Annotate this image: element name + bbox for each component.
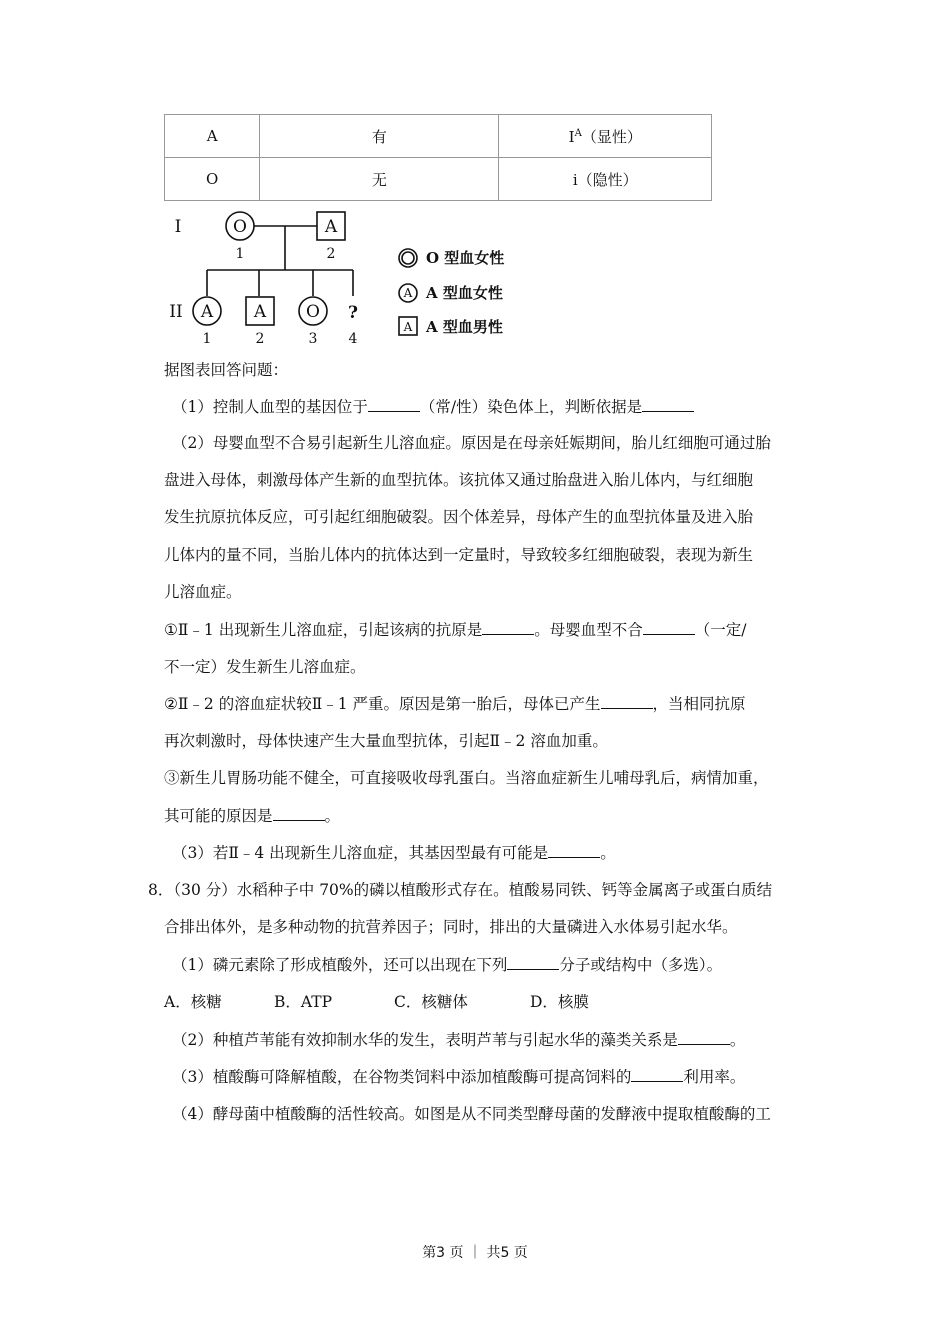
option-b[interactable]: B．ATP (274, 993, 333, 1011)
text-span: 其可能的原因是 (164, 807, 273, 825)
question-line (172, 843, 616, 863)
gene-symbol: I (568, 127, 575, 146)
text-span: 。母婴血型不合 (534, 621, 643, 639)
text-span: ，当相同抗原 (652, 695, 746, 713)
pedigree-symbol-text: A (253, 302, 267, 322)
option-c[interactable]: C．核糖体 (394, 993, 468, 1011)
individual-number: 1 (202, 331, 212, 347)
answer-blank[interactable] (601, 694, 653, 709)
paragraph-line: 发生抗原抗体反应，可引起红细胞破裂。因个体差异，母体产生的血型抗体量及进入胎 (164, 508, 754, 526)
table-cell: 无 (260, 158, 499, 201)
answer-blank[interactable] (368, 397, 420, 412)
text-span: （1）磷元素除了形成植酸外，还可以出现在下列 (172, 956, 508, 974)
text-span: （3）若Ⅱ﹣4 出现新生儿溶血症，其基因型最有可能是 (172, 844, 549, 862)
table-cell (499, 115, 712, 158)
individual-number: 2 (326, 246, 336, 262)
answer-blank[interactable] (678, 1030, 730, 1045)
table-cell (499, 158, 712, 201)
paragraph-line: 合排出体外，是多种动物的抗营养因子；同时，排出的大量磷进入水体易引起水华。 (164, 918, 738, 936)
text-span: 。 (729, 1031, 746, 1049)
text-span: 。 (324, 807, 341, 825)
answer-blank[interactable] (631, 1067, 683, 1082)
pedigree-symbol-text: O (306, 302, 320, 322)
individual-number: 2 (255, 331, 265, 347)
table-row (165, 158, 712, 201)
paragraph-line: 盘进入母体，刺激母体产生新的血型抗体。该抗体又通过胎盘进入胎儿体内，与红细胞 (164, 471, 754, 489)
answer-blank[interactable] (507, 955, 559, 970)
table-row (165, 115, 712, 158)
text-span: （一定/ (694, 621, 747, 639)
table-cell: O (165, 158, 260, 201)
individual-number: 4 (348, 331, 358, 347)
table-cell: A (165, 115, 260, 158)
question-line (172, 955, 722, 975)
blood-type-table (164, 114, 712, 201)
text-span: ①Ⅱ﹣1 出现新生儿溶血症，引起该病的抗原是 (164, 621, 483, 639)
question-line (164, 620, 746, 640)
question-line (172, 397, 694, 417)
text-span: 。 (600, 844, 616, 862)
legend-symbol-text: A (403, 286, 413, 300)
paragraph-line: 再次刺激时，母体快速产生大量血型抗体，引起Ⅱ﹣2 溶血加重。 (164, 732, 608, 750)
pedigree-symbol-text: O (233, 217, 247, 237)
gene-note: （隐性） (577, 170, 638, 189)
question-line (164, 806, 340, 826)
question-8-line: 8．（30 分）水稻种子中 70%的磷以植酸形式存在。植酸易同铁、钙等金属离子或蛋白质结 (148, 881, 773, 899)
pedigree-symbol-text: A (200, 302, 214, 322)
individual-number: 3 (308, 331, 318, 347)
text-span: （2）种植芦苇能有效抑制水华的发生，表明芦苇与引起水华的藻类关系是 (172, 1031, 678, 1049)
individual-number: 1 (235, 246, 245, 262)
paragraph-line: ③新生儿胃肠功能不健全，可直接吸收母乳蛋白。当溶血症新生儿哺母乳后，病情加重， (164, 769, 769, 787)
legend-symbol-text: A (403, 320, 413, 334)
text-span: （3）植酸酶可降解植酸，在谷物类饲料中添加植酸酶可提高饲料的 (172, 1068, 632, 1086)
page-footer: 第3 页 ｜ 共5 页 (422, 1245, 528, 1261)
pedigree-chart (160, 204, 540, 352)
answer-blank[interactable] (642, 397, 694, 412)
table-cell: 有 (260, 115, 499, 158)
generation-label: II (169, 302, 183, 322)
legend-label: A 型血男性 (426, 318, 503, 336)
gene-symbol: i (572, 170, 578, 189)
paragraph-line: 不一定）发生新生儿溶血症。 (164, 658, 366, 676)
question-line (164, 694, 746, 714)
text-span: 利用率。 (683, 1068, 746, 1086)
pedigree-symbol-text: A (324, 217, 338, 237)
answer-blank[interactable] (273, 806, 325, 821)
options-line (164, 992, 589, 1012)
answer-blank[interactable] (482, 620, 534, 635)
pedigree-unknown-mark: ? (348, 303, 358, 323)
legend-label: A 型血女性 (426, 284, 503, 302)
answer-blank[interactable] (548, 843, 600, 858)
generation-label: I (174, 217, 182, 237)
option-d[interactable]: D．核膜 (530, 993, 589, 1011)
text-span: ②Ⅱ﹣2 的溶血症状较Ⅱ﹣1 严重。原因是第一胎后，母体已产生 (164, 695, 601, 713)
paragraph-line: 儿溶血症。 (164, 583, 242, 601)
option-a[interactable]: A．核糖 (164, 993, 222, 1011)
paragraph-line: 儿体内的量不同，当胎儿体内的抗体达到一定量时，导致较多红细胞破裂，表现为新生 (164, 546, 754, 564)
question-line (172, 1030, 745, 1050)
text-span: （常/性）染色体上，判断依据是 (419, 398, 643, 416)
gene-note: （显性） (581, 127, 642, 146)
legend-label: O 型血女性 (426, 249, 505, 267)
legend-circle-inner-icon (402, 252, 414, 264)
text-span: 分子或结构中（多选）。 (559, 956, 723, 974)
paragraph-line: （2）母婴血型不合易引起新生儿溶血症。原因是在母亲妊娠期间，胎儿红细胞可通过胎 (172, 434, 771, 452)
answer-blank[interactable] (643, 620, 695, 635)
paragraph-line: （4）酵母菌中植酸酶的活性较高。如图是从不同类型酵母菌的发酵液中提取植酸酶的工 (172, 1105, 771, 1123)
intro-text: 据图表回答问题： (164, 361, 289, 379)
text-span: （1）控制人血型的基因位于 (172, 398, 368, 416)
gene-superscript: A (574, 127, 582, 139)
question-line (172, 1067, 745, 1087)
